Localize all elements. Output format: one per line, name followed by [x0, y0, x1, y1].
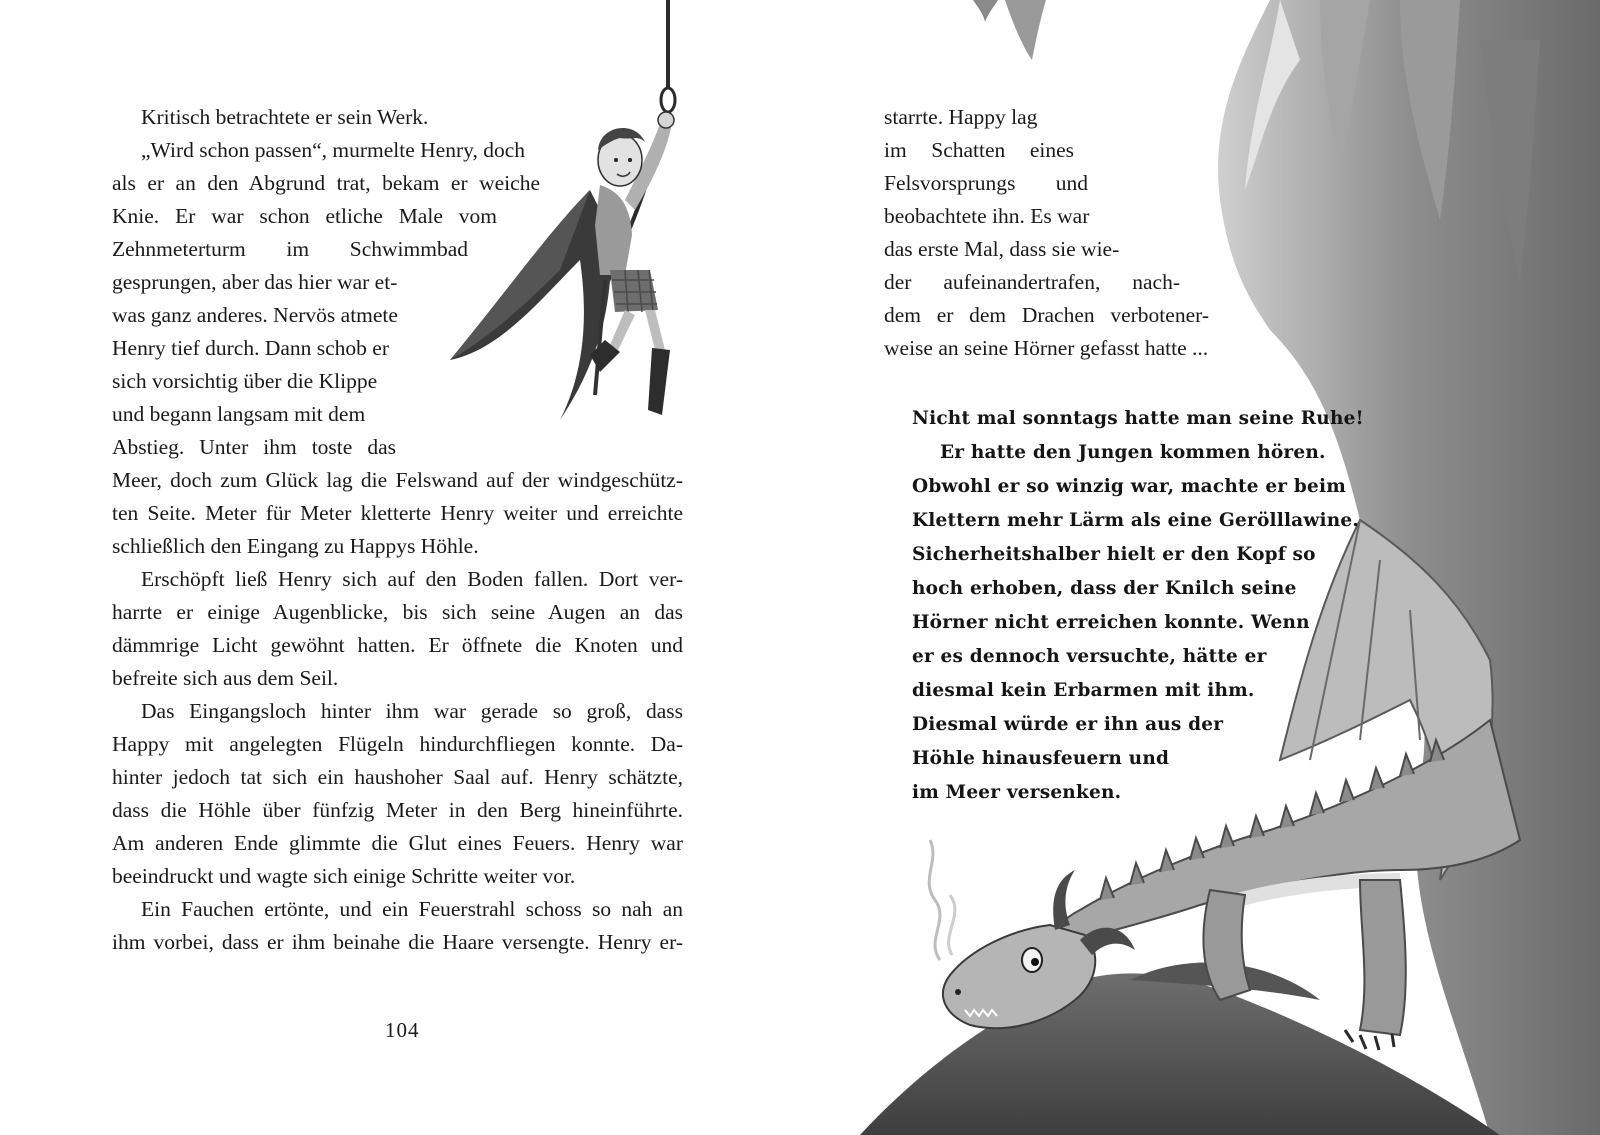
text-line: und begann langsam mit dem — [112, 402, 366, 426]
dragon-thought-line: Hörner nicht erreichen konnte. Wenn — [912, 612, 1310, 633]
text-line: Kritisch betrachtete er sein Werk. — [141, 105, 429, 129]
text-line: schließlich den Eingang zu Happys Höhle. — [112, 534, 479, 558]
text-line: dem er dem Drachen verbotener- — [884, 303, 1209, 327]
text-line: der aufeinandertrafen, nach- — [884, 270, 1180, 294]
dragon-thought-line: Höhle hinausfeuern und — [912, 748, 1170, 769]
text-line: weise an seine Hörner gefasst hatte ... — [884, 336, 1209, 360]
text-line: befreite sich aus dem Seil. — [112, 666, 339, 690]
text-line: Knie. Er war schon etliche Male vom — [112, 204, 497, 228]
text-line: „Wird schon passen“, murmelte Henry, doch — [141, 138, 526, 162]
dragon-thought-line: Er hatte den Jungen kommen hören. — [940, 442, 1326, 463]
text-line: Happy mit angelegten Flügeln hindurchfliegen konnte. Da- — [112, 732, 683, 756]
text-line: sich vorsichtig über die Klippe — [112, 369, 378, 393]
dragon-thought-line: hoch erhoben, dass der Knilch seine — [912, 578, 1297, 599]
text-line: dämmrige Licht gewöhnt hatten. Er öffnete die Knoten und — [112, 633, 683, 657]
text-line: was ganz anderes. Nervös atmete — [112, 303, 398, 327]
text-line: beeindruckt und wagte sich einige Schritte weiter vor. — [112, 864, 576, 888]
dragon-thought-line: Nicht mal sonntags hatte man seine Ruhe! — [912, 408, 1364, 429]
dragon-thought-line: Obwohl er so winzig war, machte er beim — [912, 476, 1346, 497]
text-line: Ein Fauchen ertönte, und ein Feuerstrahl schoss so nah an — [141, 897, 683, 921]
text-line: Erschöpft ließ Henry sich auf den Boden fallen. Dort ver- — [141, 567, 683, 591]
text-line: beobachtete ihn. Es war — [884, 204, 1090, 228]
text-line: Am anderen Ende glimmte die Glut eines Feuers. Henry war — [112, 831, 683, 855]
text-line: Henry tief durch. Dann schob er — [112, 336, 390, 360]
text-line: starrte. Happy lag — [884, 105, 1038, 129]
text-line: Meer, doch zum Glück lag die Felswand auf der windgeschütz- — [112, 468, 683, 492]
text-line: ten Seite. Meter für Meter kletterte Henry weiter und erreichte — [112, 501, 683, 525]
dragon-thought-line: im Meer versenken. — [912, 782, 1122, 803]
text-line: Das Eingangsloch hinter ihm war gerade so groß, dass — [141, 699, 683, 723]
text-line: Zehnmeterturm im Schwimmbad — [112, 237, 468, 261]
text-line: hinter jedoch tat sich ein haushoher Saal auf. Henry schätzte, — [112, 765, 683, 789]
dragon-thought-line: Diesmal würde er ihn aus der — [912, 714, 1224, 735]
dragon-thought-line: Klettern mehr Lärm als eine Gerölllawine. — [912, 510, 1359, 531]
text-line: Abstieg. Unter ihm toste das — [112, 435, 396, 459]
right-page — [800, 0, 1600, 1135]
text-line: das erste Mal, dass sie wie- — [884, 237, 1120, 261]
dragon-thought-line: diesmal kein Erbarmen mit ihm. — [912, 680, 1255, 701]
page-number: 104 — [385, 1018, 420, 1042]
text-line: im Schatten eines — [884, 138, 1074, 162]
text-line: harrte er einige Augenblicke, bis sich seine Augen an das — [112, 600, 683, 624]
text-line: dass die Höhle über fünfzig Meter in den Berg hineinführte. — [112, 798, 683, 822]
text-line: gesprungen, aber das hier war et- — [112, 270, 398, 294]
text-line: ihm vorbei, dass er ihm beinahe die Haare versengte. Henry er- — [112, 930, 683, 954]
text-line: Felsvorsprungs und — [884, 171, 1088, 195]
dragon-thought-line: Sicherheitshalber hielt er den Kopf so — [912, 544, 1316, 565]
dragon-thought-line: er es dennoch versuchte, hätte er — [912, 646, 1267, 667]
text-line: als er an den Abgrund trat, bekam er weiche — [112, 171, 540, 195]
